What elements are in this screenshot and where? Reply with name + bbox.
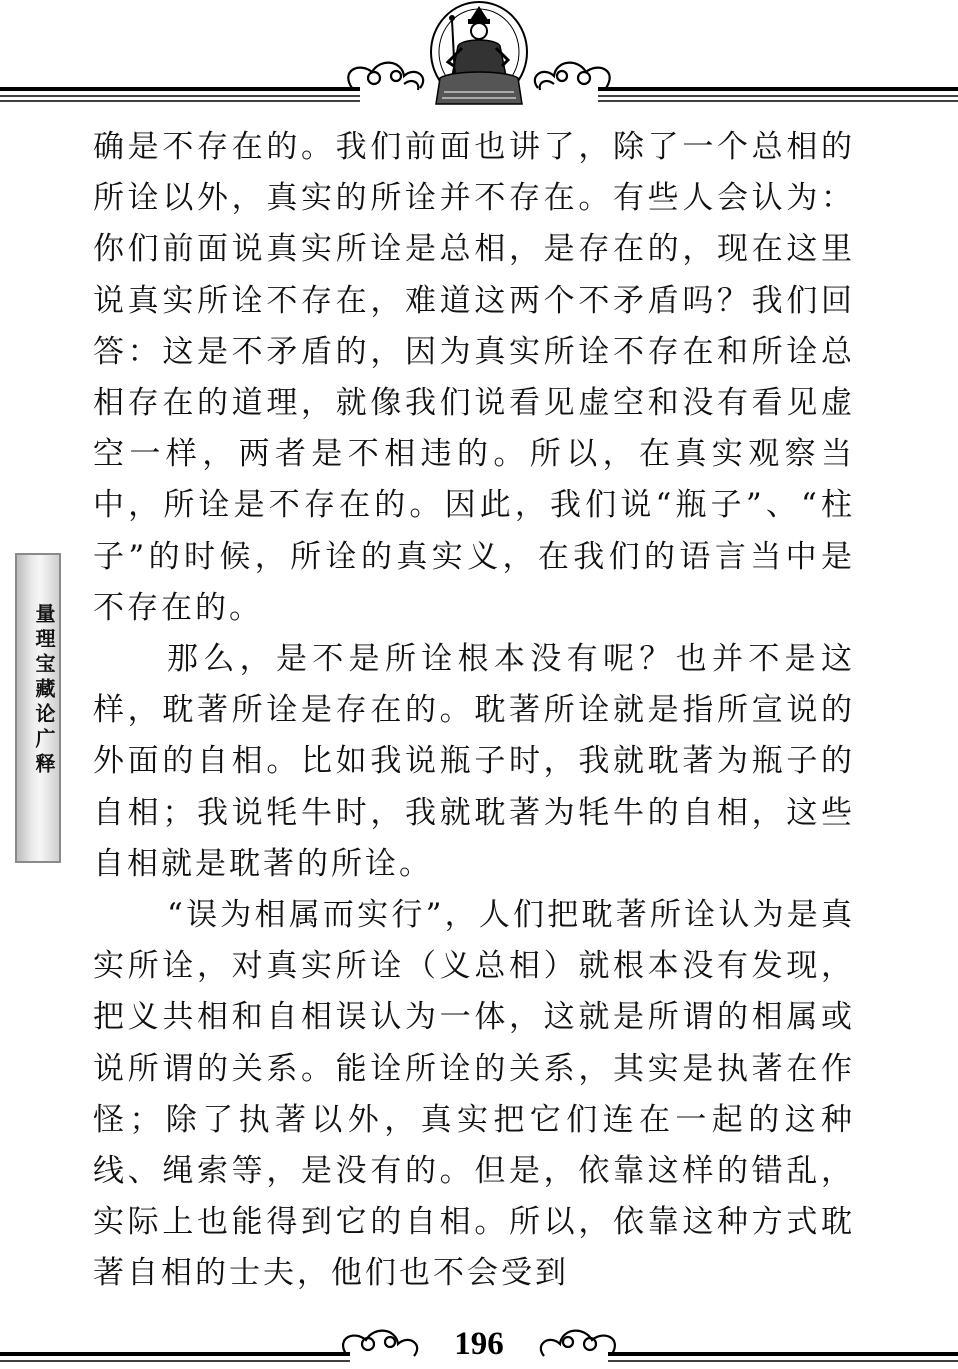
paragraph: 那么，是不是所诠根本没有呢？也并不是这样，耽著所诠是存在的。耽著所诠就是指所宣说的外面的自相。比如我说瓶子时，我就耽著为瓶子的自相；我说牦牛时，我就耽著为牦牛的自相，这些自相就是耽著的所诠。 [93, 641, 855, 882]
side-tab [15, 553, 61, 863]
cloud-scroll-icon [535, 63, 610, 90]
paragraph: “误为相属而实行”，人们把耽著所诠认为是真实所诠，对真实所诠（义总相）就根本没有发现，把义共相和自相误认为一体，这就是所谓的相属或说所谓的关系。能诠所诠的关系，其实是执著在作怪；除了执著以外，真实把它们连在一起的这种线、绳索等，是没有的。但是，依靠这样的错乱，实际上也能得到它的自相。所以，依靠这种方式耽著自相的士夫，他们也不会受到 [93, 897, 855, 1292]
cloud-scroll-icon [541, 1331, 615, 1356]
page-number: 196 [454, 1326, 504, 1362]
page-header [0, 0, 958, 110]
book-title: 量理宝藏论广释 [32, 603, 56, 778]
padmasambhava-figure-icon [431, 2, 527, 104]
cloud-scroll-icon [348, 63, 423, 90]
main-text [93, 122, 855, 1300]
cloud-scroll-icon [343, 1331, 417, 1356]
header-ornament [0, 0, 958, 110]
paragraph: 确是不存在的。我们前面也讲了，除了一个总相的所诠以外，真实的所诠并不存在。有些人会认为：你们前面说真实所诠是总相，是存在的，现在这里说真实所诠不存在，难道这两个不矛盾吗？我们回答：这是不矛盾的，因为真实所诠不存在和所诠总相存在的道理，就像我们说看见虚空和没有看见虚空一样，两者是不相违的。所以，在真实观察当中，所诠是不存在的。因此，我们说“瓶子”、“柱子”的时候，所诠的真实义，在我们的语言当中是不存在的。 [93, 129, 855, 626]
